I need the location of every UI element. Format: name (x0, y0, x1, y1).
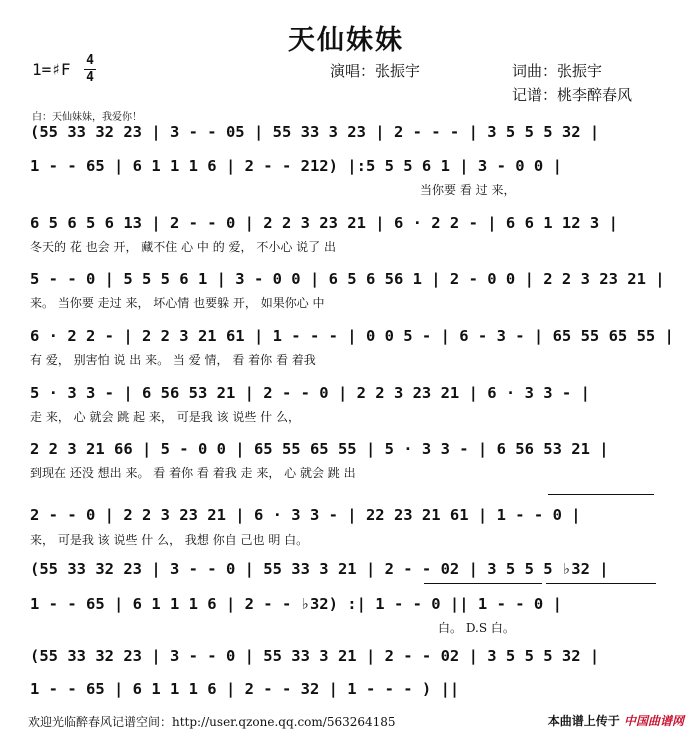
lyric-row: 有 爱， 别害怕 说 出 来。 当 爱 情， 看 着你 看 着我 (30, 353, 316, 367)
singer-credit: 演唱：张振宇 (330, 62, 421, 80)
music-row: 6 5 6 5 6 13 | 2 - - 0 | 2 2 3 23 21 | 6 · 2 2 - | 6 6 1 12 3 | (30, 214, 618, 232)
music-row: 1 - - 65 | 6 1 1 1 6 | 2 - - 32 | 1 - - - ) || (30, 680, 460, 698)
time-signature (84, 54, 96, 85)
footer-upload (548, 712, 684, 729)
music-row: (55 33 32 23 | 3 - - 0 | 55 33 3 21 | 2 - - 02 | 3 5 5 5 ♭32 | (30, 560, 609, 578)
lyric-row: 白。 D.S 白。 (438, 621, 515, 635)
volta-bracket-3 (546, 583, 656, 584)
time-signature-top: 4 (86, 53, 94, 68)
site-logo: 中国曲谱网 (623, 714, 684, 728)
lyric-row: 到现在 还没 想出 来。 看 着你 看 着我 走 来， 心 就会 跳 出 (30, 466, 356, 480)
music-row: 6 · 2 2 - | 2 2 3 21 61 | 1 - - - | 0 0 5 - | 6 - 3 - | 65 55 65 55 | (30, 327, 674, 345)
footer-upload-label: 本曲谱上传于 (547, 714, 620, 728)
volta-bracket-1 (548, 494, 654, 495)
key-signature: 1=♯F (32, 60, 71, 79)
music-row: (55 33 32 23 | 3 - - 05 | 55 33 3 23 | 2 - - - | 3 5 5 5 32 | (30, 123, 600, 141)
time-signature-bottom: 4 (86, 70, 94, 85)
lyric-row: 当你要 看 过 来， (420, 183, 516, 197)
lyric-row: 来。 当你要 走过 来， 坏心情 也要躲 开， 如果你心 中 (30, 296, 325, 310)
music-row: 2 - - 0 | 2 2 3 23 21 | 6 · 3 3 - | 22 23 21 61 | 1 - - 0 | (30, 506, 581, 524)
music-row: (55 33 32 23 | 3 - - 0 | 55 33 3 21 | 2 - - 02 | 3 5 5 5 32 | (30, 647, 600, 665)
transcriber-credit: 记谱：桃李醉春风 (512, 86, 633, 104)
volta-bracket-2 (424, 583, 542, 584)
score-title: 天仙妹妹 (288, 25, 404, 56)
music-row: 2 2 3 21 66 | 5 - 0 0 | 65 55 65 55 | 5 · 3 3 - | 6 56 53 21 | (30, 440, 609, 458)
lyric-row: 走 来， 心 就会 跳 起 来， 可是我 该 说些 什 么， (30, 410, 300, 424)
music-row: 1 - - 65 | 6 1 1 1 6 | 2 - - ♭32) :| 1 - - 0 || 1 - - 0 | (30, 595, 562, 613)
lyric-row: 冬天的 花 也会 开， 藏不住 心 中 的 爱， 不小心 说了 出 (30, 240, 336, 254)
footer-welcome: 欢迎光临醉春风记谱空间：http://user.qzone.qq.com/563264185 (28, 715, 396, 729)
music-row: 5 - - 0 | 5 5 5 6 1 | 3 - 0 0 | 6 5 6 56 1 | 2 - 0 0 | 2 2 3 23 21 | (30, 270, 665, 288)
music-row: 5 · 3 3 - | 6 56 53 21 | 2 - - 0 | 2 2 3 23 21 | 6 · 3 3 - | (30, 384, 590, 402)
music-row: 1 - - 65 | 6 1 1 1 6 | 2 - - 212) |:5 5 5 6 1 | 3 - 0 0 | (30, 157, 562, 175)
composer-credit: 词曲：张振宇 (512, 62, 603, 80)
lyric-row: 来， 可是我 该 说些 什 么， 我想 你自 己也 明 白。 (30, 533, 309, 547)
intro-note: 白：天仙妹妹，我爱你！ (32, 112, 142, 123)
